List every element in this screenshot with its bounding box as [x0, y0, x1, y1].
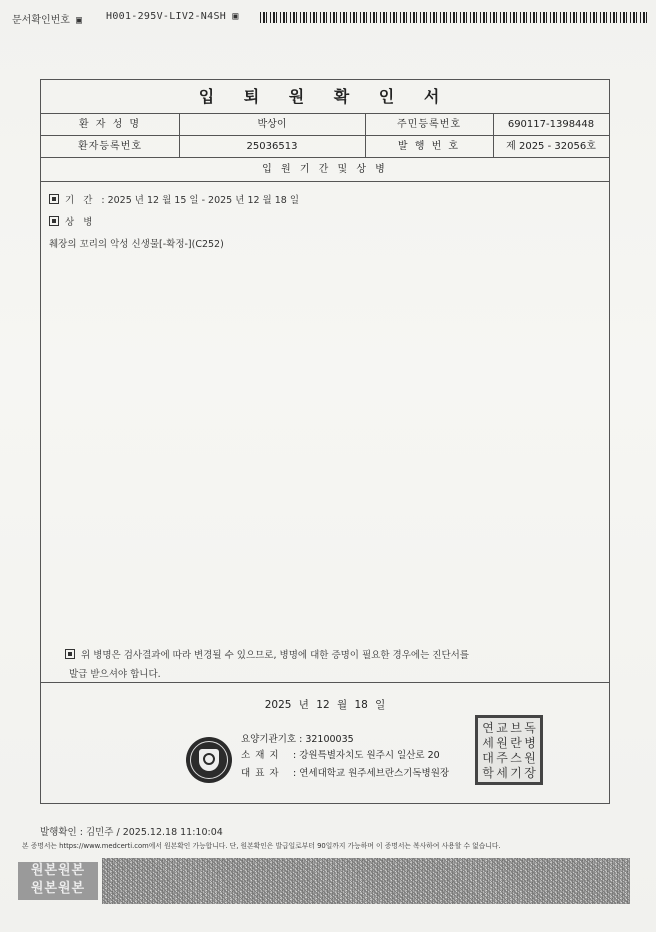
patient-reg-value: 25036513 [246, 141, 298, 152]
institution-code-value: : 32100035 [299, 734, 354, 745]
document-confirm-label: 문서확인번호 ▣ [12, 15, 83, 26]
issue-no-label: 발 행 번 호 [397, 141, 461, 152]
representative-line [241, 765, 449, 779]
patient-name-label: 환 자 성 명 [78, 119, 142, 130]
patient-name-row [41, 114, 609, 136]
patient-reg-label: 환자등록번호 [78, 141, 142, 152]
registration-row [41, 136, 609, 158]
issuer-section [41, 682, 609, 805]
official-seal: 연 교 브 독 세 원 란 병 대 주 스 원 학 세 기 장 [475, 715, 543, 785]
page-title: 입 퇴 원 확 인 서 [41, 80, 609, 114]
address-value: : 강원특별자치도 원주시 일산로 20 [293, 750, 440, 761]
original-stamp: 원본원본 원본원본 [18, 862, 98, 900]
barcode [260, 12, 648, 23]
resident-id-label: 주민등록번호 [397, 119, 461, 130]
resident-id-value: 690117-1398448 [507, 119, 595, 130]
address-line [241, 747, 440, 761]
certificate-frame [40, 79, 610, 804]
verification-note: 본 증명서는 https://www.medcerti.com에서 원본확인 가능합니다. 단, 원본확인은 발급일로부터 90일까지 가능하며 이 증명서는 복사하여 사용할 수 없습니다. [22, 842, 501, 850]
diagnosis-heading [49, 214, 95, 228]
diagnosis-value: 췌장의 꼬리의 악성 신생물[-확정-](C252) [49, 239, 224, 250]
issue-no-value: 제 2025 - 32056호 [506, 141, 596, 152]
institution-code-label: 요양기관기호 [241, 734, 297, 745]
security-strip [14, 858, 630, 904]
issue-date: 2025 년 12 월 18 일 [264, 699, 386, 711]
period-value: : 2025 년 12 월 15 일 - 2025 년 12 월 18 일 [101, 195, 300, 206]
institution-code-line [241, 731, 354, 745]
period-line [49, 192, 299, 206]
checkbox-icon [49, 216, 59, 226]
notice [65, 646, 469, 684]
document-confirm-number: H001-295V-LIV2-N4SH ▣ [106, 11, 239, 22]
address-label: 소 재 지 [241, 750, 280, 761]
representative-label: 대 표 자 [241, 768, 280, 779]
hospital-logo [186, 737, 232, 783]
security-pattern [102, 858, 630, 904]
section-title: 입 원 기 간 및 상 병 [41, 158, 609, 182]
issuance-confirmation: 발행확인 : 김민주 / 2025.12.18 11:10:04 [40, 827, 223, 838]
period-label: 기 간 [65, 195, 96, 206]
notice-line-2: 발급 받으셔야 합니다. [69, 669, 161, 680]
checkbox-icon [65, 649, 75, 659]
representative-value: : 연세대학교 원주세브란스기독병원장 [293, 768, 450, 779]
checkbox-icon [49, 194, 59, 204]
document-id-line [12, 11, 648, 27]
notice-line-1: 위 병명은 검사결과에 따라 변경될 수 있으므로, 병명에 대한 증명이 필요한 경우에는 진단서를 [81, 650, 469, 661]
patient-name-value: 박상이 [257, 119, 287, 130]
diagnosis-label: 상 병 [65, 217, 96, 228]
